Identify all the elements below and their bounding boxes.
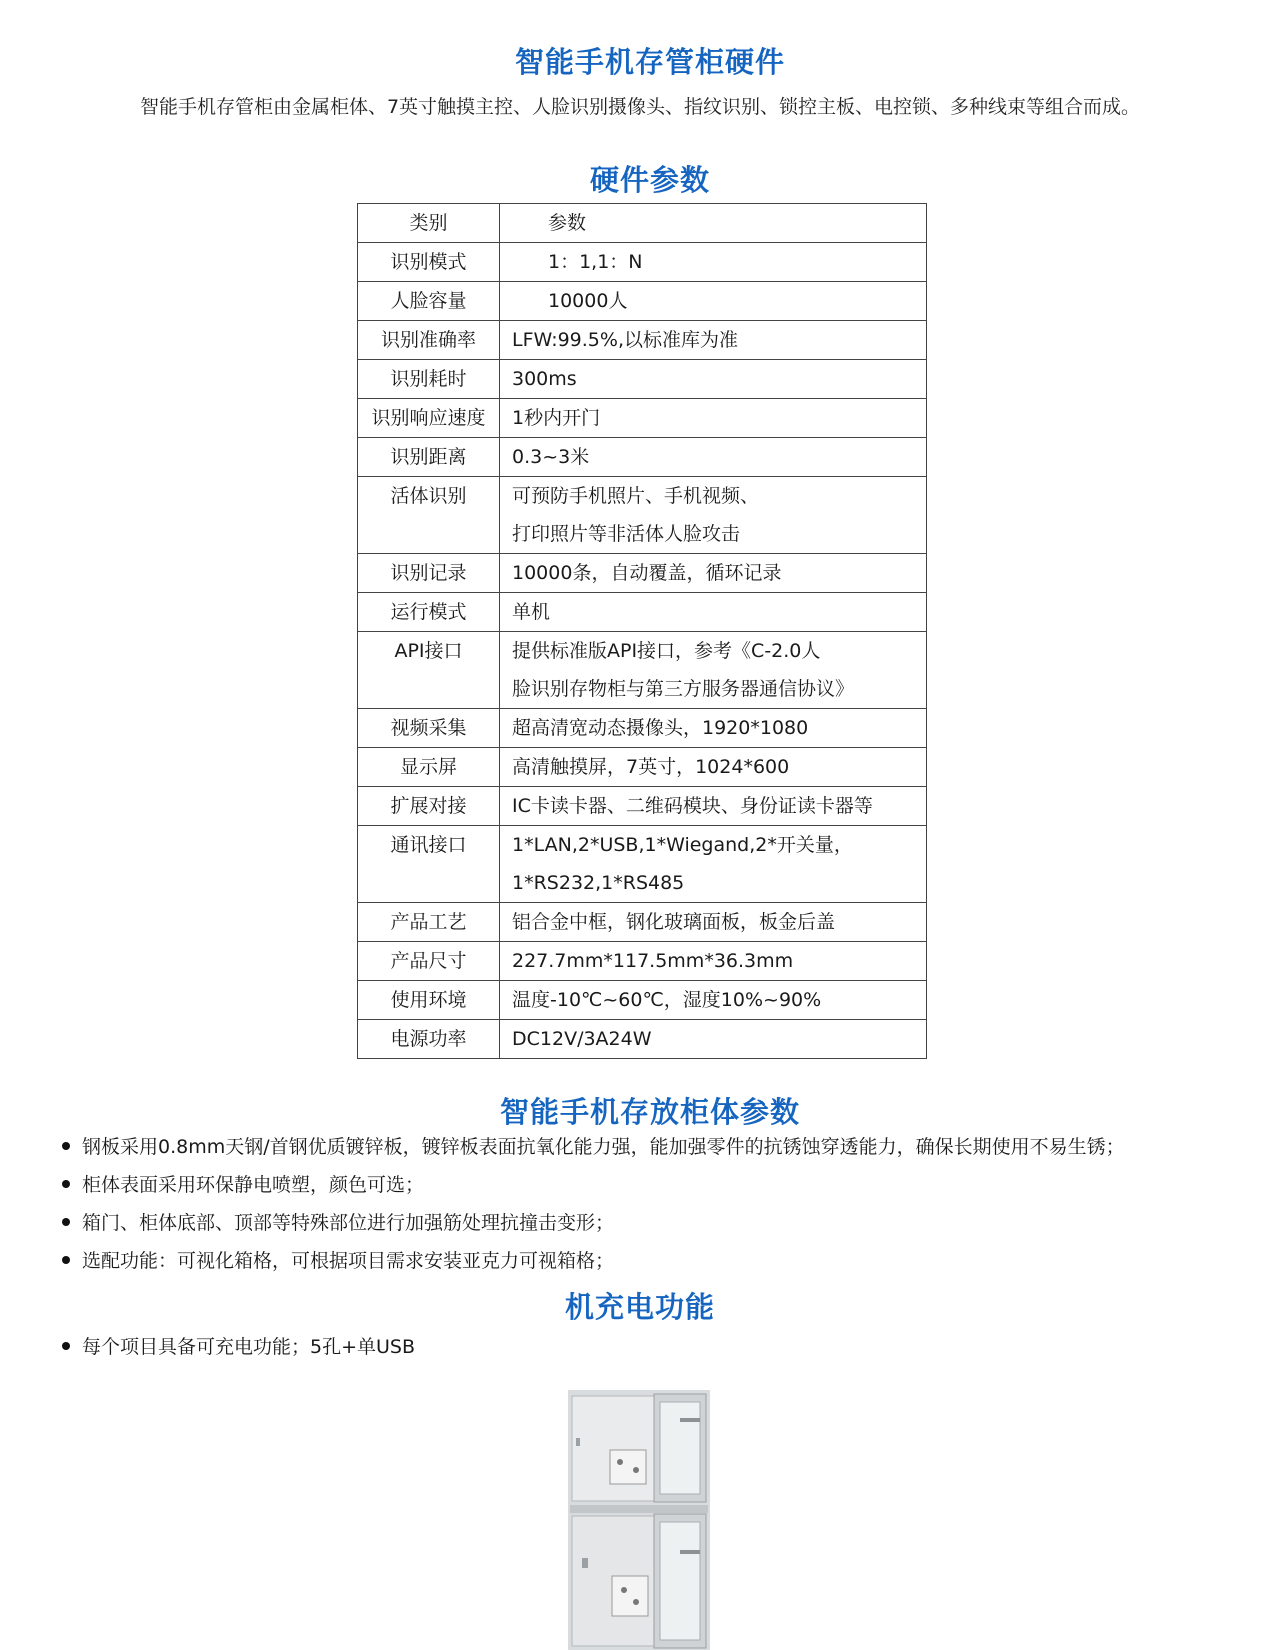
- param-value: [500, 632, 927, 709]
- param-category: 产品工艺: [358, 903, 500, 942]
- param-value-line: 1*RS232,1*RS485: [512, 872, 685, 894]
- param-value-line: IC卡读卡器、二维码模块、身份证读卡器等: [512, 795, 873, 817]
- param-value: [500, 1020, 927, 1059]
- param-category: 扩展对接: [358, 787, 500, 826]
- param-value: [500, 477, 927, 554]
- table-row: [358, 826, 927, 903]
- lower-door-window: [660, 1522, 700, 1640]
- param-category: 识别耗时: [358, 360, 500, 399]
- table-row: [358, 399, 927, 438]
- list-item: [62, 1332, 415, 1359]
- param-value: [500, 981, 927, 1020]
- bullet-icon: [62, 1342, 70, 1350]
- table-row: [358, 554, 927, 593]
- param-value-line: 227.7mm*117.5mm*36.3mm: [512, 950, 794, 972]
- list-item: [62, 1170, 424, 1197]
- table-row: [358, 593, 927, 632]
- param-value: [500, 243, 927, 282]
- table-row: [358, 243, 927, 282]
- param-category: 通讯接口: [358, 826, 500, 903]
- list-item: [62, 1132, 1125, 1159]
- bullet-icon: [62, 1218, 70, 1226]
- param-value: [500, 748, 927, 787]
- upper-door-window: [660, 1402, 700, 1494]
- param-value-line: 脸识别存物柜与第三方服务器通信协议》: [512, 678, 855, 700]
- table-row: [358, 903, 927, 942]
- param-value: [500, 942, 927, 981]
- param-value-line: 1：1,1：N: [548, 251, 643, 273]
- hardware-section-title: 硬件参数: [589, 163, 710, 197]
- table-row: [358, 787, 927, 826]
- cabinet-photo: [568, 1390, 710, 1650]
- param-category: 产品尺寸: [358, 942, 500, 981]
- table-row: [358, 632, 927, 709]
- param-category: 识别距离: [358, 438, 500, 477]
- param-value-line: 10000条，自动覆盖，循环记录: [512, 562, 782, 584]
- param-value-line: 超高清宽动态摄像头，1920*1080: [512, 717, 809, 739]
- table-row: [358, 438, 927, 477]
- param-value-line: 单机: [512, 601, 551, 623]
- param-category: API接口: [358, 632, 500, 709]
- cabinet-section-title: 智能手机存放柜体参数: [499, 1095, 800, 1129]
- list-item-text: 柜体表面采用环保静电喷塑，颜色可选；: [82, 1174, 425, 1196]
- table-row: [358, 282, 927, 321]
- param-category: 识别模式: [358, 243, 500, 282]
- table-header-row: [358, 204, 927, 243]
- socket-hole: [617, 1459, 623, 1465]
- hardware-params-table: [357, 203, 927, 1059]
- param-category: 视频采集: [358, 709, 500, 748]
- table-row: [358, 748, 927, 787]
- upper-handle-icon: [680, 1418, 700, 1422]
- param-value: [500, 399, 927, 438]
- cabinet-illustration: [568, 1390, 710, 1650]
- table-row: [358, 981, 927, 1020]
- param-value-line: 300ms: [512, 368, 577, 390]
- charging-section-title: 机充电功能: [564, 1290, 715, 1324]
- upper-socket-icon: [610, 1450, 646, 1484]
- table-row: [358, 1020, 927, 1059]
- hinge-icon: [576, 1438, 580, 1446]
- table-row: [358, 709, 927, 748]
- list-item-text: 钢板采用0.8mm天钢/首钢优质镀锌板，镀锌板表面抗氧化能力强，能加强零件的抗锈蚀穿透能力，确保长期使用不易生锈；: [82, 1136, 1125, 1158]
- param-category: 识别记录: [358, 554, 500, 593]
- param-value-line: 1秒内开门: [512, 407, 601, 429]
- param-value: [500, 321, 927, 360]
- param-value-line: 打印照片等非活体人脸攻击: [512, 523, 741, 545]
- list-item: [62, 1246, 614, 1273]
- list-item-text: 选配功能：可视化箱格，可根据项目需求安装亚克力可视箱格；: [82, 1250, 615, 1272]
- shelf-divider: [570, 1505, 708, 1513]
- param-value-line: DC12V/3A24W: [512, 1028, 652, 1050]
- param-value: [500, 593, 927, 632]
- param-category: 显示屏: [358, 748, 500, 787]
- param-value: [500, 282, 927, 321]
- param-category: 运行模式: [358, 593, 500, 632]
- socket-hole: [633, 1467, 639, 1473]
- param-value: [500, 787, 927, 826]
- intro-text: 智能手机存管柜由金属柜体、7英寸触摸主控、人脸识别摄像头、指纹识别、锁控主板、电控锁、多种线束等组合而成。: [139, 96, 1141, 118]
- table-row: [358, 360, 927, 399]
- param-category: 使用环境: [358, 981, 500, 1020]
- param-value-line: 1*LAN,2*USB,1*Wiegand,2*开关量，: [512, 834, 853, 856]
- page-title: 智能手机存管柜硬件: [514, 45, 785, 79]
- table-row: [358, 321, 927, 360]
- hinge-icon: [582, 1558, 588, 1568]
- socket-hole: [621, 1587, 627, 1593]
- bullet-icon: [62, 1142, 70, 1150]
- param-value-line: 提供标准版API接口，参考《C-2.0人: [512, 640, 821, 662]
- param-category: 识别响应速度: [358, 399, 500, 438]
- lower-handle-icon: [680, 1550, 700, 1554]
- lower-socket-icon: [612, 1576, 648, 1616]
- param-category: 电源功率: [358, 1020, 500, 1059]
- column-header-parameter: 参数: [500, 204, 927, 243]
- list-item-text: 箱门、柜体底部、顶部等特殊部位进行加强筋处理抗撞击变形；: [82, 1212, 615, 1234]
- list-item: [62, 1208, 614, 1235]
- upper-compartment: [572, 1396, 654, 1501]
- param-value-line: 温度-10℃~60℃，湿度10%~90%: [512, 989, 822, 1011]
- param-value-line: 铝合金中框，钢化玻璃面板，板金后盖: [512, 911, 836, 933]
- param-category: 识别准确率: [358, 321, 500, 360]
- param-value: [500, 360, 927, 399]
- param-value: [500, 438, 927, 477]
- param-value-line: 高清触摸屏，7英寸，1024*600: [512, 756, 790, 778]
- param-value-line: LFW:99.5%,以标准库为准: [512, 329, 738, 351]
- table-row: [358, 942, 927, 981]
- table-row: [358, 477, 927, 554]
- param-value: [500, 903, 927, 942]
- list-item-text: 每个项目具备可充电功能；5孔+单USB: [82, 1336, 416, 1358]
- bullet-icon: [62, 1180, 70, 1188]
- param-category: 活体识别: [358, 477, 500, 554]
- param-value: [500, 709, 927, 748]
- param-value-line: 0.3~3米: [512, 446, 590, 468]
- param-value: [500, 826, 927, 903]
- param-value-line: 10000人: [548, 290, 628, 312]
- bullet-icon: [62, 1256, 70, 1264]
- param-category: 人脸容量: [358, 282, 500, 321]
- column-header-category: 类别: [358, 204, 500, 243]
- socket-hole: [633, 1599, 639, 1605]
- param-value: [500, 554, 927, 593]
- param-value-line: 可预防手机照片、手机视频、: [512, 485, 760, 507]
